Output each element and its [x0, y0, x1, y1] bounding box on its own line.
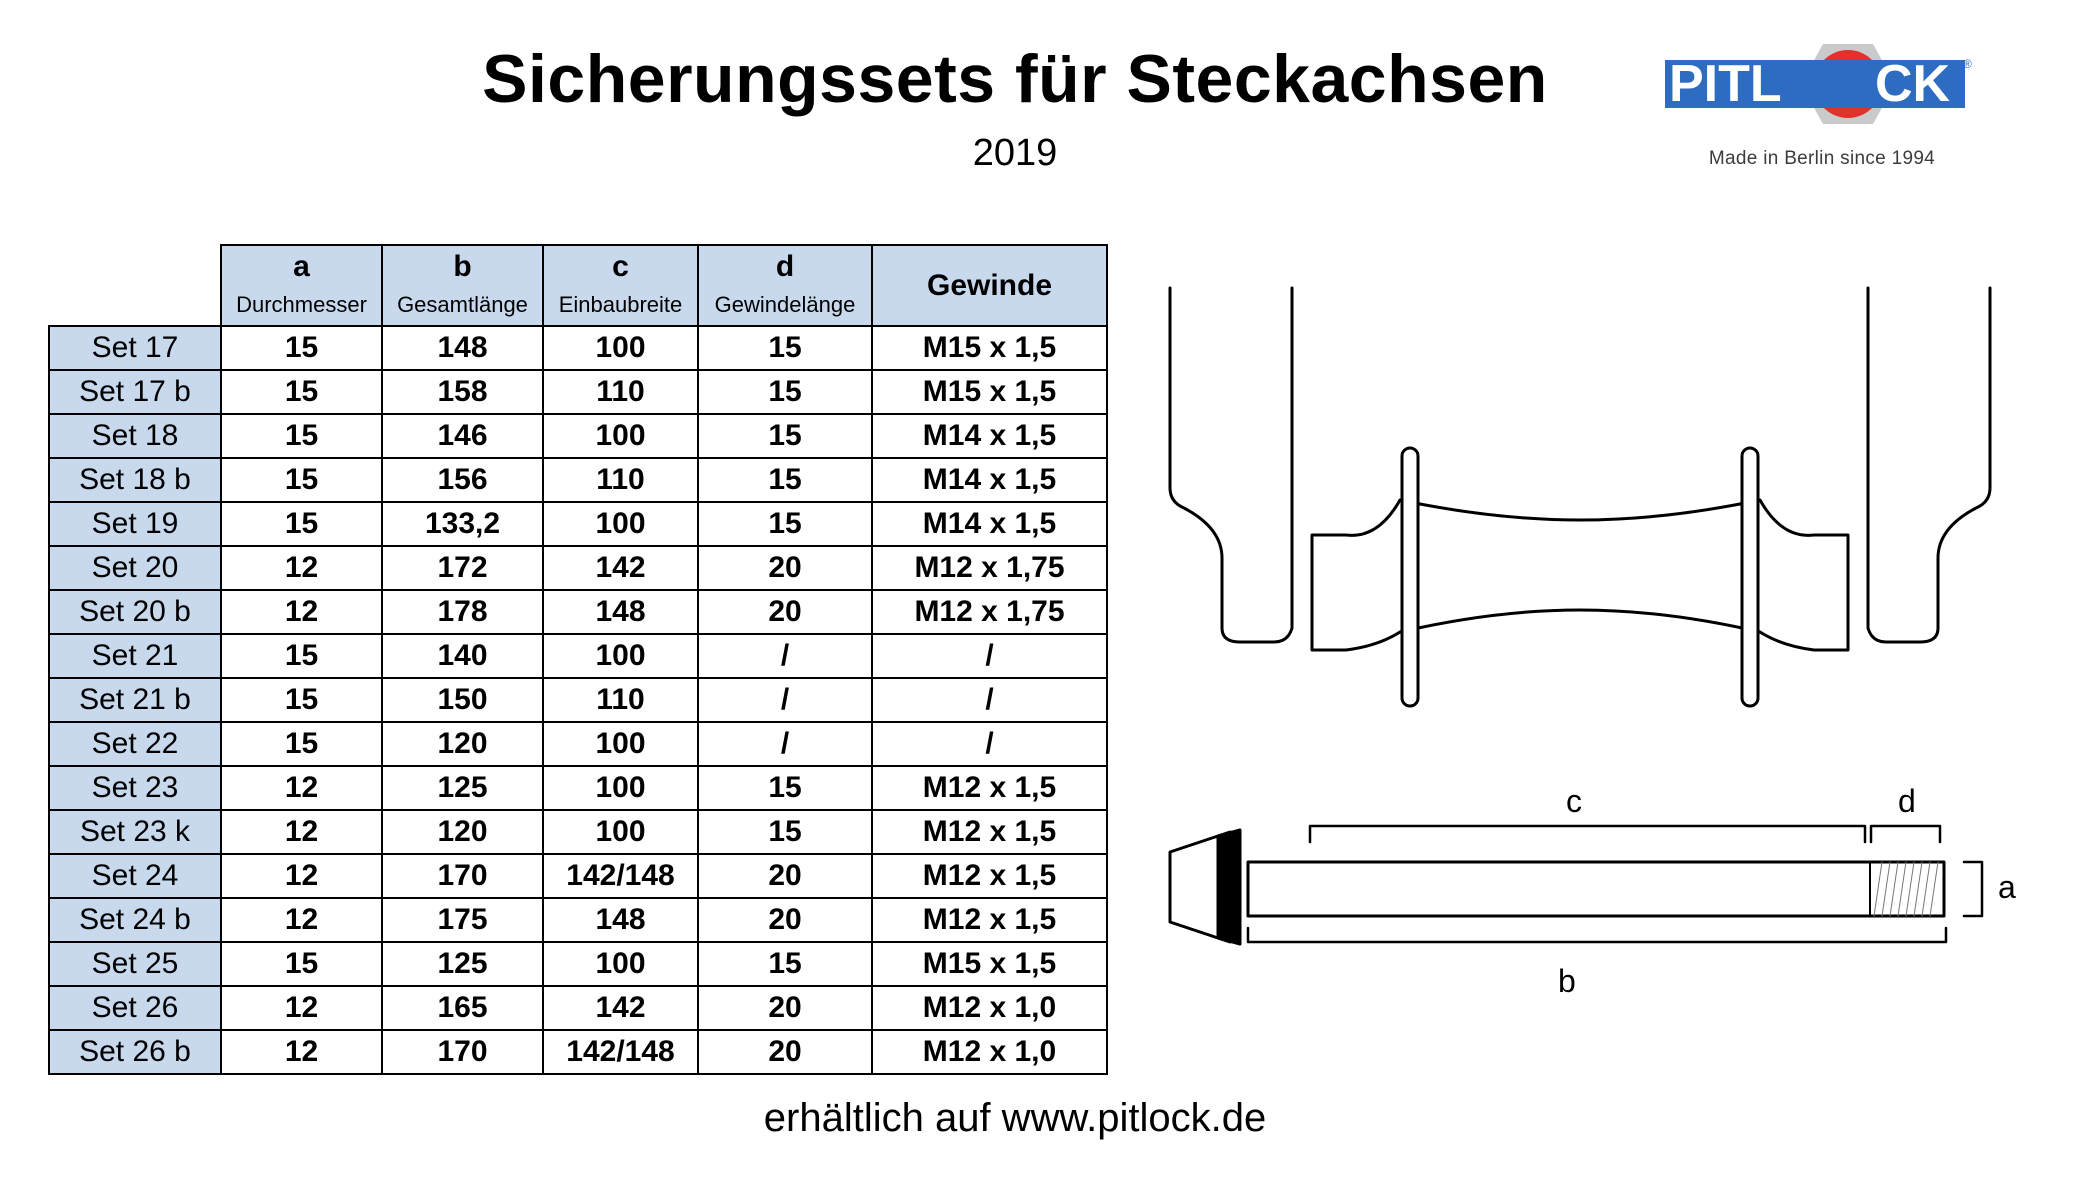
page-title: Sicherungssets für Steckachsen [482, 41, 1548, 117]
cell-c: 100 [543, 942, 698, 986]
cell-b: 156 [382, 458, 543, 502]
cell-d: 20 [698, 854, 872, 898]
cell-c: 142 [543, 986, 698, 1030]
cell-thread: / [872, 678, 1107, 722]
cell-a: 15 [221, 326, 382, 370]
table-row [49, 942, 1107, 986]
logo-registered-mark: ® [1963, 57, 1972, 71]
cell-d: 15 [698, 370, 872, 414]
hub-flange-right [1742, 448, 1758, 706]
cell-d: / [698, 678, 872, 722]
col-letter: d [775, 250, 795, 283]
set-name-cell: Set 21 b [49, 678, 221, 722]
cell-d: 15 [698, 326, 872, 370]
cell-c: 100 [543, 722, 698, 766]
col-header-d [698, 245, 872, 326]
set-name-cell: Set 26 b [49, 1030, 221, 1074]
axle-shaft [1248, 862, 1944, 916]
logo-text-right: CK [1875, 55, 1951, 113]
cell-b: 158 [382, 370, 543, 414]
cell-thread: M14 x 1,5 [872, 414, 1107, 458]
cell-a: 15 [221, 722, 382, 766]
cell-c: 100 [543, 810, 698, 854]
table-row [49, 678, 1107, 722]
cell-b: 120 [382, 810, 543, 854]
cell-b: 140 [382, 634, 543, 678]
dimension-label-b: b [1558, 963, 1576, 999]
table-row [49, 986, 1107, 1030]
cell-b: 165 [382, 986, 543, 1030]
table-row [49, 370, 1107, 414]
table-corner [49, 245, 221, 326]
table-row [49, 766, 1107, 810]
cell-b: 178 [382, 590, 543, 634]
dimension-label-a: a [1998, 869, 2016, 905]
table-row [49, 414, 1107, 458]
cell-a: 12 [221, 986, 382, 1030]
fork-left-outer [1170, 288, 1292, 642]
axle-head-bevel [1218, 830, 1240, 944]
cell-b: 170 [382, 1030, 543, 1074]
cell-c: 148 [543, 590, 698, 634]
table-row [49, 546, 1107, 590]
dimension-label-c: c [1566, 783, 1582, 819]
col-label: Gewindelänge [714, 292, 856, 317]
dimension-b-bracket [1248, 928, 1946, 942]
table-row [49, 722, 1107, 766]
cell-thread: M12 x 1,75 [872, 546, 1107, 590]
cell-c: 142/148 [543, 854, 698, 898]
hub-flange-left [1402, 448, 1418, 706]
cell-c: 110 [543, 370, 698, 414]
col-label: Gesamtlänge [397, 292, 528, 317]
cell-c: 142 [543, 546, 698, 590]
dimension-c-bracket [1310, 826, 1865, 842]
cell-b: 172 [382, 546, 543, 590]
table-row [49, 634, 1107, 678]
cell-thread: / [872, 722, 1107, 766]
logo-text-left: PITL [1669, 55, 1782, 113]
cell-c: 100 [543, 414, 698, 458]
cell-a: 15 [221, 942, 382, 986]
cell-thread: M15 x 1,5 [872, 942, 1107, 986]
cell-d: 20 [698, 546, 872, 590]
set-name-cell: Set 20 b [49, 590, 221, 634]
cell-b: 170 [382, 854, 543, 898]
cell-c: 148 [543, 898, 698, 942]
cell-d: 20 [698, 898, 872, 942]
logo-tagline: Made in Berlin since 1994 [1708, 148, 1936, 169]
col-header-c [543, 245, 698, 326]
table-header-row [49, 245, 1107, 326]
page-year: 2019 [972, 132, 1058, 174]
cell-c: 110 [543, 458, 698, 502]
cell-b: 146 [382, 414, 543, 458]
col-header-b [382, 245, 543, 326]
set-name-cell: Set 18 b [49, 458, 221, 502]
cell-c: 100 [543, 634, 698, 678]
table-row [49, 854, 1107, 898]
table-row [49, 1030, 1107, 1074]
cell-c: 100 [543, 326, 698, 370]
set-name-cell: Set 23 [49, 766, 221, 810]
cell-a: 12 [221, 898, 382, 942]
col-letter: a [293, 250, 310, 283]
set-name-cell: Set 19 [49, 502, 221, 546]
cell-a: 15 [221, 458, 382, 502]
set-name-cell: Set 21 [49, 634, 221, 678]
table-row [49, 810, 1107, 854]
cell-d: 15 [698, 414, 872, 458]
cell-a: 15 [221, 414, 382, 458]
cell-a: 12 [221, 766, 382, 810]
cell-b: 125 [382, 766, 543, 810]
cell-d: 20 [698, 986, 872, 1030]
table-row [49, 898, 1107, 942]
set-name-cell: Set 23 k [49, 810, 221, 854]
cell-a: 12 [221, 590, 382, 634]
set-name-cell: Set 20 [49, 546, 221, 590]
cell-thread: M14 x 1,5 [872, 458, 1107, 502]
set-name-cell: Set 24 [49, 854, 221, 898]
set-name-cell: Set 18 [49, 414, 221, 458]
dimension-label-d: d [1898, 783, 1916, 819]
dimension-d-bracket [1871, 826, 1940, 842]
cell-d: 15 [698, 458, 872, 502]
cell-a: 15 [221, 370, 382, 414]
cell-b: 148 [382, 326, 543, 370]
col-header-a [221, 245, 382, 326]
axle-thread-hatching [1874, 862, 1938, 916]
set-name-cell: Set 25 [49, 942, 221, 986]
col-label: Durchmesser [236, 292, 367, 317]
table-row [49, 458, 1107, 502]
set-name-cell: Set 17 b [49, 370, 221, 414]
hub-diagram [1160, 280, 2000, 720]
set-name-cell: Set 26 [49, 986, 221, 1030]
cell-b: 120 [382, 722, 543, 766]
spec-table [48, 244, 1108, 1075]
logo-text-o: O [1828, 55, 1869, 113]
cell-d: / [698, 722, 872, 766]
cell-d: / [698, 634, 872, 678]
hub-body [1312, 500, 1848, 650]
axle-diagram [1160, 770, 2020, 1010]
cell-thread: M12 x 1,75 [872, 590, 1107, 634]
cell-b: 150 [382, 678, 543, 722]
cell-thread: M14 x 1,5 [872, 502, 1107, 546]
cell-c: 100 [543, 766, 698, 810]
cell-a: 15 [221, 502, 382, 546]
cell-a: 12 [221, 546, 382, 590]
set-name-cell: Set 22 [49, 722, 221, 766]
cell-b: 175 [382, 898, 543, 942]
cell-d: 20 [698, 590, 872, 634]
cell-d: 15 [698, 810, 872, 854]
cell-c: 110 [543, 678, 698, 722]
cell-b: 125 [382, 942, 543, 986]
col-header-gewinde: Gewinde [872, 245, 1107, 326]
col-label: Einbaubreite [558, 292, 683, 317]
cell-a: 15 [221, 678, 382, 722]
cell-a: 12 [221, 810, 382, 854]
cell-thread: M12 x 1,5 [872, 810, 1107, 854]
fork-right-outer [1868, 288, 1990, 642]
cell-a: 15 [221, 634, 382, 678]
cell-c: 100 [543, 502, 698, 546]
cell-thread: M12 x 1,0 [872, 986, 1107, 1030]
table-row [49, 590, 1107, 634]
cell-a: 12 [221, 1030, 382, 1074]
set-name-cell: Set 17 [49, 326, 221, 370]
cell-thread: / [872, 634, 1107, 678]
col-letter: c [612, 250, 629, 283]
table-row [49, 326, 1107, 370]
cell-thread: M12 x 1,5 [872, 898, 1107, 942]
cell-thread: M12 x 1,5 [872, 766, 1107, 810]
cell-thread: M12 x 1,5 [872, 854, 1107, 898]
table-row [49, 502, 1107, 546]
dimension-a-bracket [1964, 862, 1982, 916]
cell-b: 133,2 [382, 502, 543, 546]
cell-a: 12 [221, 854, 382, 898]
cell-thread: M15 x 1,5 [872, 326, 1107, 370]
col-letter: b [453, 250, 472, 283]
set-name-cell: Set 24 b [49, 898, 221, 942]
cell-thread: M12 x 1,0 [872, 1030, 1107, 1074]
cell-d: 15 [698, 766, 872, 810]
footer-link-text: erhältlich auf www.pitlock.de [763, 1096, 1267, 1140]
cell-d: 15 [698, 942, 872, 986]
cell-c: 142/148 [543, 1030, 698, 1074]
cell-d: 15 [698, 502, 872, 546]
cell-thread: M15 x 1,5 [872, 370, 1107, 414]
cell-d: 20 [698, 1030, 872, 1074]
